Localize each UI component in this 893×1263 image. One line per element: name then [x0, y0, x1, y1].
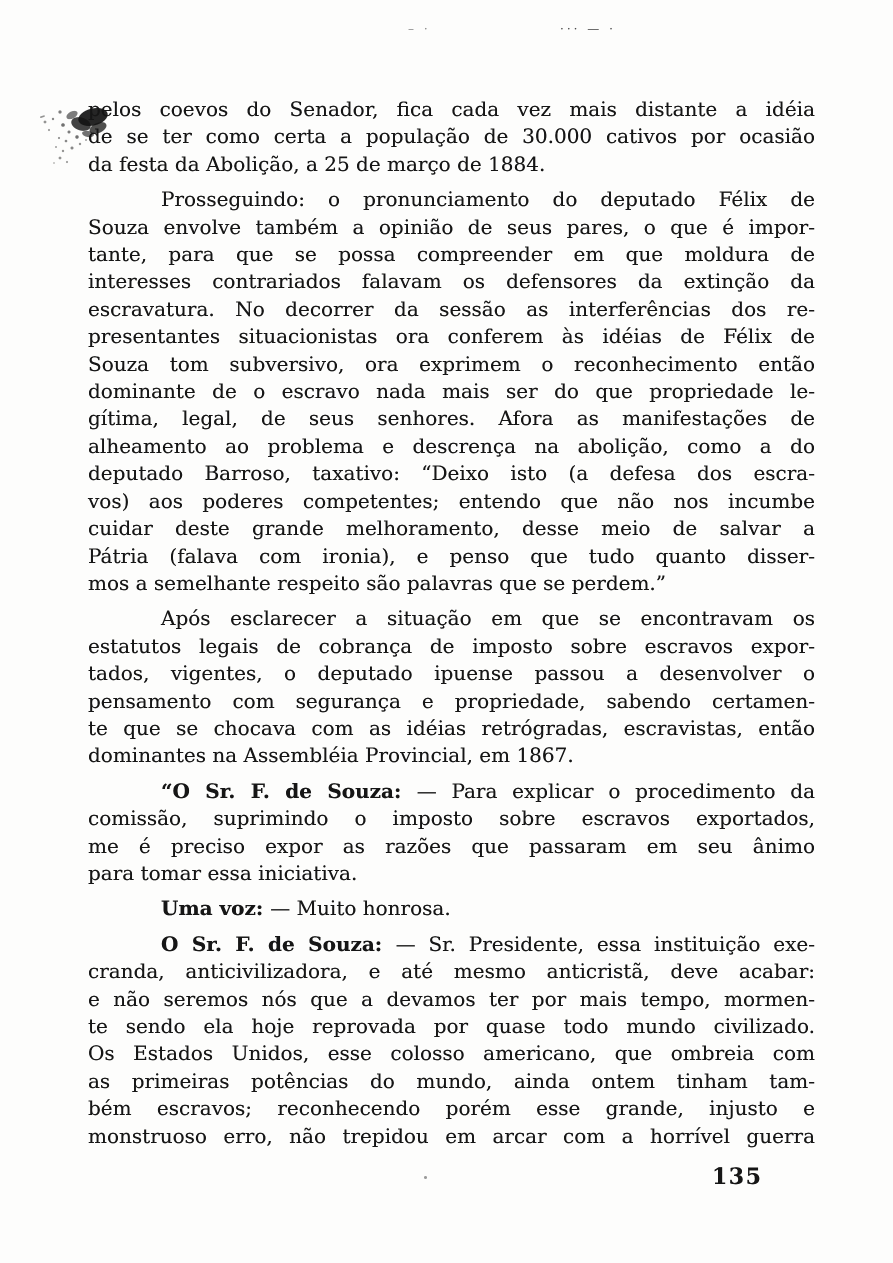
text-line: alheamento ao problema e descrença na abolição, como a do [88, 433, 815, 458]
text-line: Os Estados Unidos, esse colosso americano, que ombreia com [88, 1041, 815, 1066]
text-line: comissão, suprimindo o imposto sobre escravos exportados, [88, 806, 815, 831]
text-line: estatutos legais de cobrança de imposto sobre escravos expor- [88, 633, 815, 658]
text-line: Prosseguindo: o pronunciamento do deputado Félix de [161, 187, 815, 212]
text-line: e não seremos nós que a devamos ter por mais tempo, mormen- [88, 986, 815, 1011]
scan-artifact-mark: – · [408, 22, 431, 36]
text-line: escravatura. No decorrer da sessão as interferências dos re- [88, 296, 815, 321]
text-line: Souza envolve também a opinião de seus pares, o que é impor- [88, 214, 815, 239]
text-line: dominante de o escravo nada mais ser do que propriedade le- [88, 379, 815, 404]
text-line: vos) aos poderes competentes; entendo que não nos incumbe [88, 488, 815, 513]
text-line: de se ter como certa a população de 30.000 cativos por ocasião [88, 124, 815, 149]
text-line: Uma voz: — Muito honrosa. [161, 896, 451, 921]
text-line: dominantes na Assembléia Provincial, em 1867. [88, 743, 574, 768]
text-line: interesses contrariados falavam os defensores da extinção da [88, 269, 815, 294]
paragraph [88, 96, 815, 178]
text-line: me é preciso expor as razões que passaram em seu ânimo [88, 833, 815, 858]
text-line: da festa da Abolição, a 25 de março de 1884. [88, 151, 546, 176]
text-line: mos a semelhante respeito são palavras que se perdem.” [88, 570, 667, 595]
text-line: cranda, anticivilizadora, e até mesmo anticristã, deve acabar: [88, 959, 815, 984]
scan-artifact-mark: ··· — · [560, 22, 616, 36]
paragraph [88, 895, 815, 922]
text-line: deputado Barroso, taxativo: “Deixo isto (a defesa dos escra- [88, 461, 815, 486]
paragraph [88, 605, 815, 769]
text-line: monstruoso erro, não trepidou em arcar com a horrível guerra [88, 1123, 815, 1148]
speaker-name: “O Sr. F. de Souza: [161, 778, 417, 803]
text-line: gítima, legal, de seus senhores. Afora as manifestações de [88, 406, 815, 431]
text-line: te sendo ela hoje reprovada por quase todo mundo civilizado. [88, 1014, 815, 1038]
text-line: pensamento com segurança e propriedade, sabendo certamen- [88, 688, 815, 713]
paragraph [88, 186, 815, 597]
text-line: presentantes situacionistas ora conferem às idéias de Félix de [88, 324, 815, 349]
text-line: Pátria (falava com ironia), e penso que tudo quanto disser- [88, 543, 815, 568]
text-line: bém escravos; reconhecendo porém esse grande, injusto e [88, 1096, 815, 1121]
text-line: Souza tom subversivo, ora exprimem o reconhecimento então [88, 351, 815, 376]
text-line: as primeiras potências do mundo, ainda ontem tinham tam- [88, 1068, 815, 1093]
text-line: tados, vigentes, o deputado ipuense passou a desenvolver o [88, 661, 815, 686]
text-line: cuidar deste grande melhoramento, desse meio de salvar a [88, 516, 815, 541]
speaker-name: Uma voz: [161, 896, 271, 921]
speaker-name: O Sr. F. de Souza: [161, 931, 396, 956]
scan-speck [424, 1176, 427, 1179]
text-line: “O Sr. F. de Souza: — Para explicar o procedimento da [161, 778, 815, 803]
body-text [88, 96, 815, 1150]
paragraph [88, 931, 815, 1150]
text-line: tante, para que se possa compreender em que moldura de [88, 242, 815, 267]
text-line: O Sr. F. de Souza: — Sr. Presidente, essa instituição exe- [161, 931, 815, 956]
paragraph [88, 778, 815, 888]
text-line: Após esclarecer a situação em que se encontravam os [161, 606, 815, 631]
page-number: 135 [712, 1164, 763, 1190]
text-line: para tomar essa iniciativa. [88, 860, 358, 885]
text-line: te que se chocava com as idéias retrógradas, escravistas, então [88, 715, 815, 740]
text-line: pelos coevos do Senador, fica cada vez mais distante a idéia [88, 97, 815, 121]
